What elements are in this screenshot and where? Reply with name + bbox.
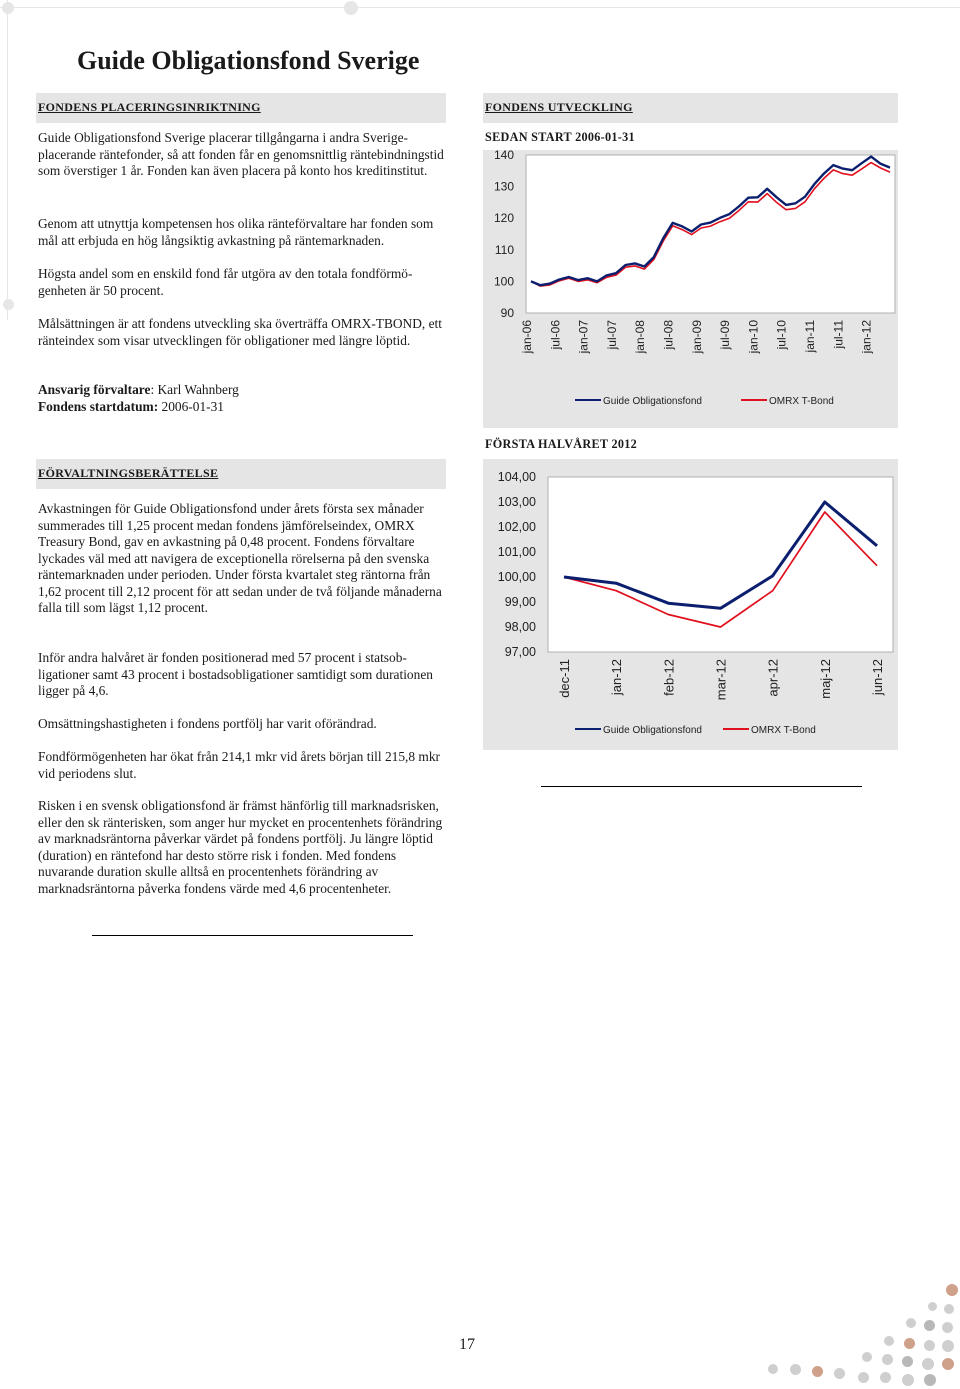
chart-first-half-svg	[483, 459, 898, 750]
chart1-y-tick-label: 90	[500, 306, 514, 320]
paragraph-report: Avkastningen för Guide Obligationsfond under årets första sex månader summerades till 1,25 procent medan fondens jämförelseindex, OMRX Treasury Bond, gav en avkastning på 0,48 procent. Fondens förvaltare lyckades väl med att navigera de exceptionella rörelserna på den svenska räntemarknaden under perioden. Under första kvartalet steg räntorna från 1,62 procent till 2,12 procent för att sedan under de två följande månaderna falla till som lägst 1,12 procent.	[38, 501, 442, 615]
chart1-x-tick-label: jan-08	[633, 320, 648, 354]
chart1-y-tick-label: 140	[493, 150, 514, 162]
chart2-x-tick-label: dec-11	[557, 659, 572, 698]
fund-manager-line	[38, 382, 239, 399]
chart2-y-tick-label: 104,00	[497, 470, 536, 484]
chart1-x-tick-label: jan-12	[859, 320, 874, 354]
chart2-x-tick-label: maj-12	[817, 659, 833, 699]
paragraph-risk: Risken i en svensk obligationsfond är främst hänförlig till marknadsrisken, eller den sk ränterisken, som anger hur mycket en procentenhets förändring av marknadsräntorna påverkar värdet på fondens portfölj. Ju längre löptid (duration) en räntefond har desto större risk i fonden. Med fondens nuvarande duration skulle alltså en procentenhets förändring av marknadsräntorna påverka fondens värde med 4,6 procentenheter.	[38, 798, 443, 896]
chart2-y-tick-label: 99,00	[504, 595, 536, 609]
chart1-x-tick-label: jan-06	[520, 320, 534, 354]
chart2-x-tick-label: jun-12	[870, 659, 885, 696]
chart1-x-tick-label: jul-10	[774, 320, 789, 350]
decor-dot-top-left	[2, 2, 14, 14]
chart1-y-tick-label: 100	[493, 274, 514, 289]
chart-since-start-svg	[483, 150, 898, 428]
paragraph-positioning: Inför andra halvåret är fonden positionerad med 57 procent i statsobligationer samt 43 procent i bostadsobligationer samtidigt som durationen ligger på 4,6.	[38, 650, 433, 698]
section-header-forvaltning	[36, 459, 446, 489]
fund-manager-label: Ansvarig förvaltare	[38, 382, 151, 397]
fund-start-value: 2006-01-31	[158, 399, 224, 414]
page-title: Guide Obligationsfond Sverige	[77, 46, 420, 75]
chart1-legend-label-fund: Guide Obligationsfond	[603, 396, 702, 407]
section-header-utveckling-label: FONDENS UTVECKLING	[485, 100, 633, 114]
chart1-plot-area	[526, 155, 895, 313]
chart1-subtitle: SEDAN START 2006-01-31	[485, 130, 635, 144]
right-end-rule	[541, 786, 862, 787]
chart2-y-tick-label: 101,00	[497, 545, 536, 559]
fund-start-label: Fondens startdatum:	[38, 399, 159, 414]
fund-start-line	[38, 399, 224, 416]
section-header-placering	[36, 93, 446, 123]
chart1-x-tick-label: jul-06	[548, 320, 563, 350]
chart2-x-tick-label: jan-12	[609, 659, 625, 696]
decor-dot-left-mid	[3, 299, 14, 310]
decor-line-left	[7, 0, 8, 320]
paragraph-turnover: Omsättningshastigheten i fondens portfölj har varit oförändrad.	[38, 716, 377, 731]
chart2-y-tick-label: 97,00	[504, 645, 536, 659]
chart-first-half	[483, 459, 898, 750]
chart1-x-tick-label: jan-11	[803, 320, 817, 353]
chart1-legend-label-index: OMRX T-Bond	[769, 396, 834, 407]
chart2-y-tick-label: 98,00	[504, 620, 536, 634]
decor-dot-top-mid	[344, 1, 358, 15]
chart1-x-tick-label: jul-09	[718, 320, 733, 350]
page-number: 17	[459, 1336, 475, 1353]
chart-since-start	[483, 150, 898, 428]
chart1-y-tick-label: 130	[493, 179, 514, 194]
chart2-y-tick-label: 100,00	[497, 570, 536, 584]
chart2-plot-area	[548, 477, 893, 652]
chart1-x-tick-label: jul-08	[661, 320, 676, 350]
chart1-x-tick-label: jan-09	[689, 320, 704, 354]
paragraph-intro: Guide Obligationsfond Sverige placerar tillgångarna i andra Sverigeplacerande räntefonder, så att fonden får en genomsnittlig räntebindningstid som överstiger 1 år. Fonden kan även placera på konto hos kreditinstitut.	[38, 130, 444, 178]
decor-line-top	[0, 7, 960, 8]
section-header-utveckling	[483, 93, 898, 123]
paragraph-strategy: Genom att utnyttja kompetensen hos olika ränteförvaltare har fonden som mål att erbjuda en hög långsiktig avkastning på räntemarknaden.	[38, 216, 434, 248]
chart1-x-tick-label: jul-11	[831, 320, 846, 349]
chart1-x-tick-label: jan-10	[746, 320, 761, 354]
chart2-y-tick-label: 103,00	[497, 495, 536, 509]
left-end-rule	[92, 935, 413, 936]
section-header-forvaltning-label: FÖRVALTNINGSBERÄTTELSE	[38, 466, 219, 480]
chart1-y-tick-label: 120	[493, 211, 514, 226]
fund-manager-value: : Karl Wahnberg	[150, 382, 239, 397]
chart1-x-tick-label: jan-07	[576, 320, 591, 354]
section-header-placering-label: FONDENS PLACERINGSINRIKTNING	[38, 100, 261, 114]
paragraph-limit: Högsta andel som en enskild fond får utgöra av den totala fondförmögenheten är 50 procent.	[38, 266, 413, 298]
paragraph-assets: Fondförmögenheten har ökat från 214,1 mkr vid årets början till 215,8 mkr vid periodens slut.	[38, 749, 441, 781]
chart2-x-tick-label: apr-12	[765, 659, 781, 697]
chart1-x-tick-label: jul-07	[604, 320, 619, 350]
chart2-subtitle: FÖRSTA HALVÅRET 2012	[485, 437, 638, 451]
chart2-y-tick-label: 102,00	[497, 520, 536, 534]
chart2-legend-label-index: OMRX T-Bond	[751, 725, 816, 736]
chart1-y-tick-label: 110	[494, 242, 514, 257]
chart2-x-tick-label: mar-12	[713, 659, 729, 701]
chart2-legend-label-fund: Guide Obligationsfond	[603, 725, 702, 736]
chart2-x-tick-label: feb-12	[661, 659, 677, 696]
paragraph-goal: Målsättningen är att fondens utveckling ska överträffa OMRX-TBOND, ett ränteindex som visar utvecklingen för obligationer med längre löptid.	[38, 316, 442, 348]
